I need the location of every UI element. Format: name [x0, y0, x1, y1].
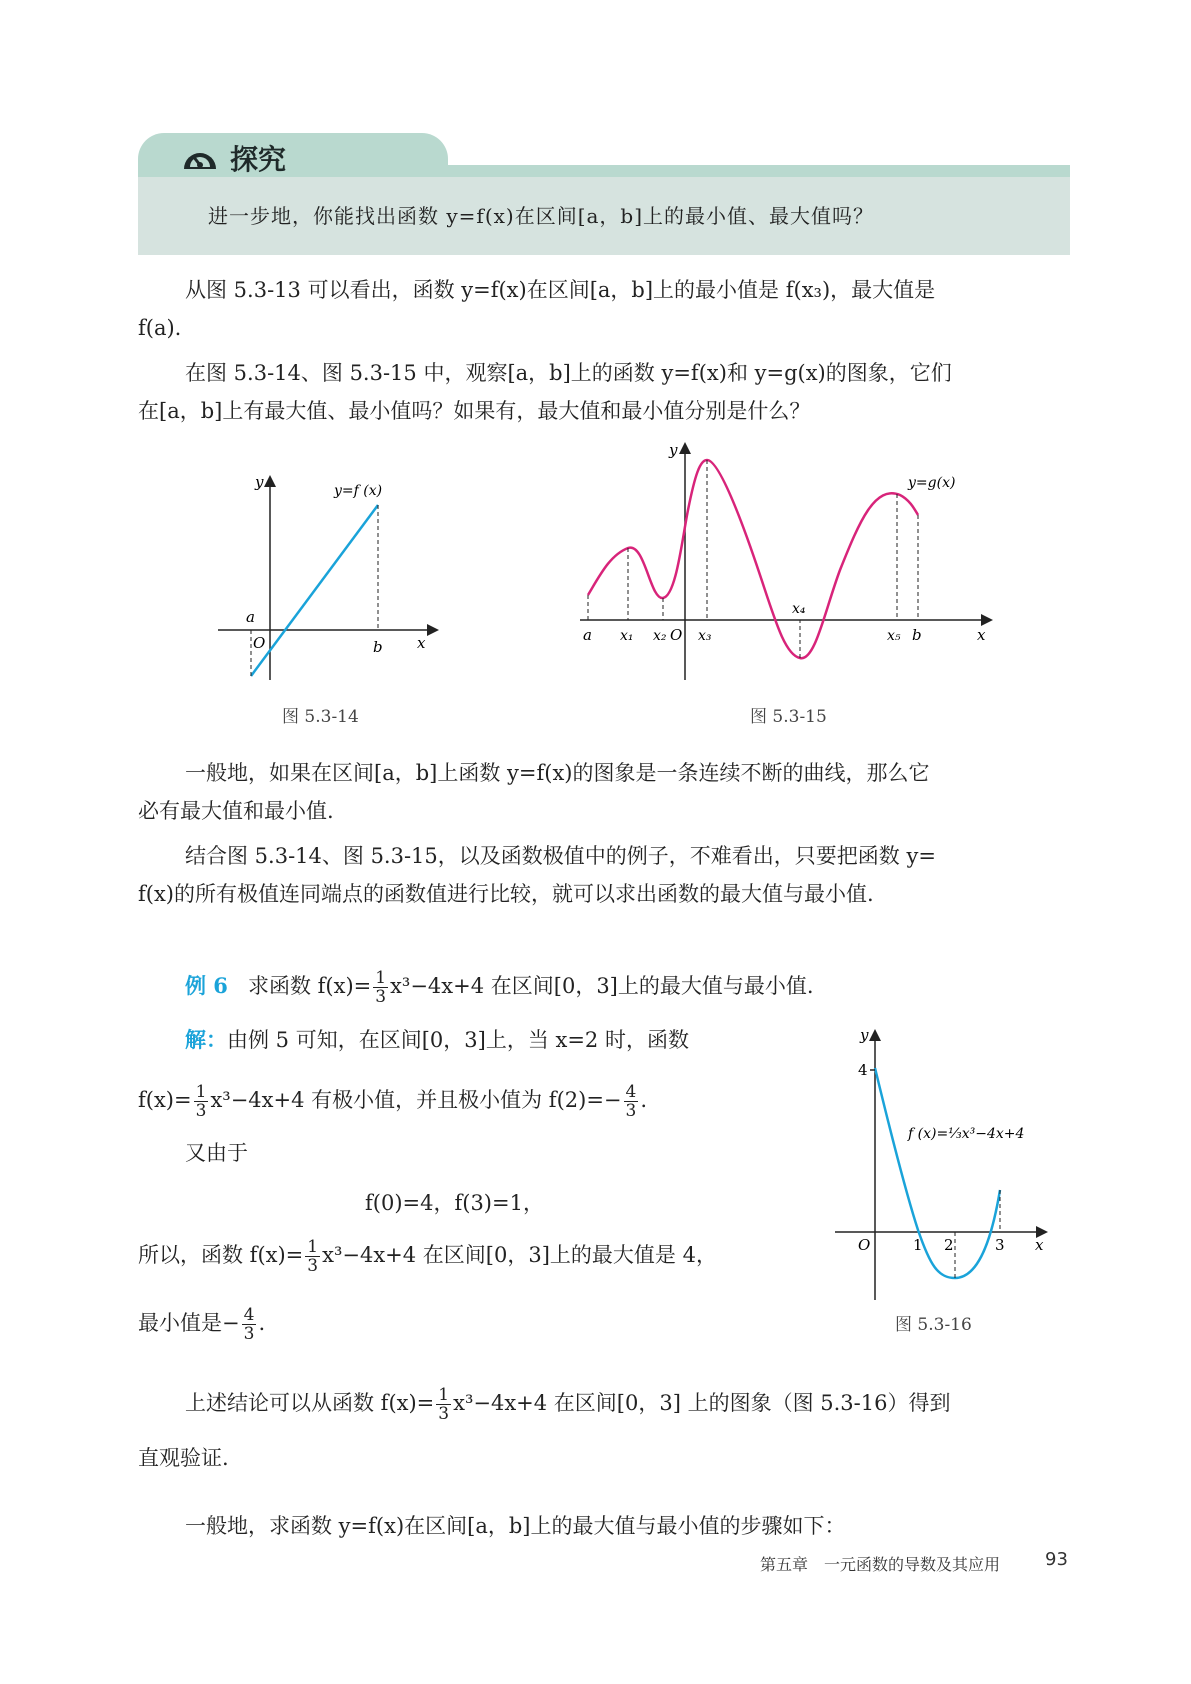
para4-line1: 结合图 5.3-14、图 5.3-15，以及函数极值中的例子，不难看出，只要把函数 y= — [185, 844, 936, 868]
fig15-curve — [588, 460, 918, 658]
fig14-b-label: b — [373, 638, 383, 656]
explore-icon — [180, 139, 220, 175]
explore-question: 进一步地，你能找出函数 y=f(x)在区间[a，b]上的最小值、最大值吗？ — [208, 204, 875, 228]
fig15-tick-b: b — [912, 626, 922, 644]
fig15-tick-x4: x₄ — [792, 601, 806, 617]
solution-line5: 所以，函数 f(x)= $\frac{1}{3}$ x³−4x+4 在区间[0，3]上的最大值是 4， — [138, 1237, 717, 1276]
fig15-y-label: y — [669, 441, 678, 459]
after-line1: 上述结论可以从函数 f(x)= $\frac{1}{3}$ x³−4x+4 在区间[0，3] 上的图象（图 5.3-16）得到 — [185, 1385, 951, 1424]
para2-line2: 在[a，b]上有最大值、最小值吗？如果有，最大值和最小值分别是什么？ — [138, 399, 811, 423]
fig16-origin: O — [858, 1236, 871, 1254]
fig15-tick-x2: x₂ — [653, 628, 667, 644]
solution-label: 解： — [185, 1027, 227, 1052]
para3-line1: 一般地，如果在区间[a，b]上函数 y=f(x)的图象是一条连续不断的曲线，那么它 — [185, 761, 930, 785]
solution-line3: 又由于 — [185, 1141, 248, 1165]
explore-title: 探究 — [230, 143, 287, 176]
fig14-origin: O — [253, 634, 266, 652]
fig16-tick-3: 3 — [995, 1236, 1005, 1254]
fig16-caption: 图 5.3-16 — [895, 1315, 972, 1335]
fig16-tick-4: 4 — [858, 1061, 868, 1079]
example-line: 例 6 求函数 f(x)= $\frac{1}{3}$ x³−4x+4 在区间[0，3]上的最大值与最小值. — [185, 968, 814, 1007]
fig16-tick-1: 1 — [913, 1236, 923, 1254]
para1-line2: f(a). — [138, 316, 182, 340]
figure-5-3-15 — [570, 440, 1010, 690]
fig15-tick-a: a — [583, 626, 592, 644]
page-number: 93 — [1045, 1549, 1068, 1570]
fig15-origin: O — [670, 626, 683, 644]
solution-line2: f(x)= $\frac{1}{3}$ x³−4x+4 有极小值，并且极小值为 f(2)=− $\frac{4}{3}$ . — [138, 1082, 648, 1121]
fig16-curve — [875, 1068, 1000, 1278]
solution-line4: f(0)=4，f(3)=1， — [365, 1191, 544, 1215]
after-line3: 一般地，求函数 y=f(x)在区间[a，b]上的最大值与最小值的步骤如下： — [185, 1514, 846, 1538]
solution-line1: 解：由例 5 可知，在区间[0，3]上，当 x=2 时，函数 — [185, 1027, 689, 1052]
para3-line2: 必有最大值和最小值. — [138, 799, 334, 823]
fig15-tick-x3: x₃ — [698, 628, 712, 644]
fig14-y-label: y — [255, 473, 264, 491]
footer-chapter: 第五章 一元函数的导数及其应用 — [760, 1555, 1001, 1574]
figure-5-3-14 — [200, 470, 450, 690]
fig14-caption: 图 5.3-14 — [282, 707, 359, 727]
example-label: 例 6 — [185, 973, 228, 998]
fig16-x-label: x — [1035, 1236, 1044, 1254]
fig14-a-label: a — [246, 608, 255, 626]
solution-line6: 最小值是− $\frac{4}{3}$ . — [138, 1305, 266, 1344]
figure-5-3-16 — [830, 1020, 1060, 1300]
fig16-curve-label: f (x)=⅓x³−4x+4 — [908, 1126, 1025, 1142]
para4-line2: f(x)的所有极值连同端点的函数值进行比较，就可以求出函数的最大值与最小值. — [138, 882, 874, 906]
para1-line1: 从图 5.3-13 可以看出，函数 y=f(x)在区间[a，b]上的最小值是 f(x₃)，最大值是 — [185, 278, 936, 302]
fig15-caption: 图 5.3-15 — [750, 707, 827, 727]
fig16-y-label: y — [860, 1026, 869, 1044]
fig15-curve-label: y=g(x) — [908, 475, 956, 491]
fig15-x-label: x — [977, 626, 986, 644]
fig16-tick-2: 2 — [944, 1236, 954, 1254]
fig14-curve-label: y=f (x) — [334, 483, 383, 499]
fig14-x-label: x — [417, 634, 426, 652]
fig15-tick-x1: x₁ — [620, 628, 634, 644]
after-line2: 直观验证. — [138, 1446, 229, 1470]
fig15-tick-x5: x₅ — [887, 628, 901, 644]
para2-line1: 在图 5.3-14、图 5.3-15 中，观察[a，b]上的函数 y=f(x)和 y=g(x)的图象，它们 — [185, 361, 952, 385]
